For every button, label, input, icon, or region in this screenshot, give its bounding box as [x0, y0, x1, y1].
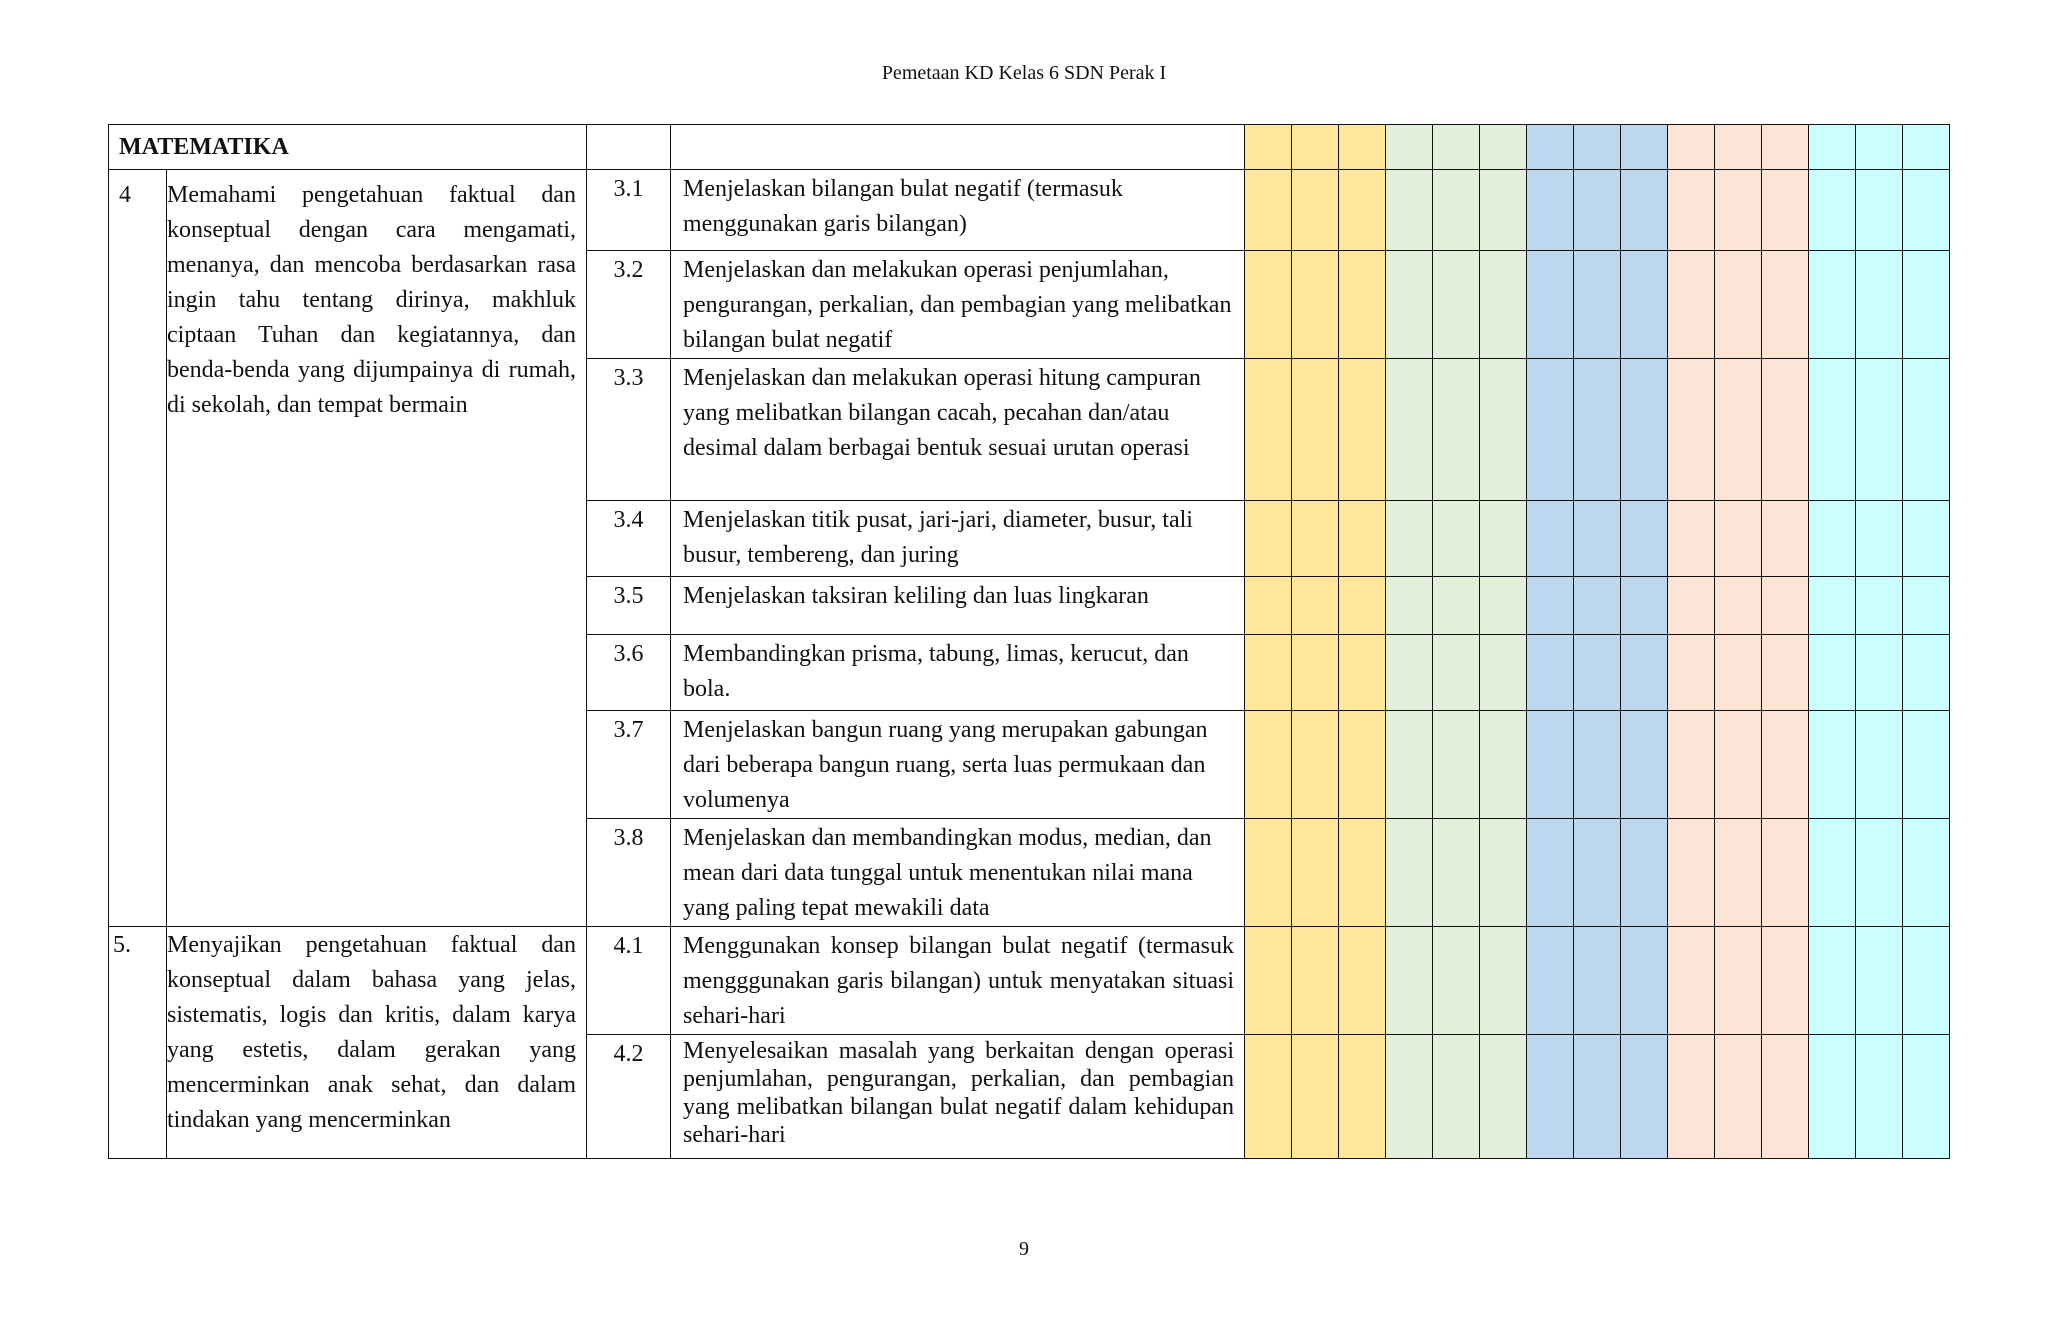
mapping-cell: [1856, 125, 1903, 170]
mapping-cell: [1339, 1035, 1386, 1159]
mapping-cell: [1480, 711, 1527, 819]
mapping-cell: [1762, 501, 1809, 577]
mapping-cell: [1715, 635, 1762, 711]
mapping-cell: [1668, 927, 1715, 1035]
mapping-cell: [1903, 577, 1950, 635]
mapping-cell: [1433, 635, 1480, 711]
mapping-cell: [1245, 359, 1292, 501]
mapping-cell: [1762, 125, 1809, 170]
mapping-cell: [1668, 251, 1715, 359]
mapping-cell: [1245, 927, 1292, 1035]
page-header: Pemetaan KD Kelas 6 SDN Perak I: [881, 62, 1167, 84]
mapping-cell: [1433, 819, 1480, 927]
mapping-cell: [1339, 125, 1386, 170]
mapping-cell: [1339, 359, 1386, 501]
mapping-cell: [1339, 577, 1386, 635]
mapping-cell: [1292, 577, 1339, 635]
mapping-cell: [1386, 819, 1433, 927]
mapping-cell: [1856, 170, 1903, 251]
page-number: 9: [1019, 1238, 1029, 1260]
mapping-cell: [1762, 1035, 1809, 1159]
mapping-cell: [1809, 577, 1856, 635]
mapping-cell: [1339, 927, 1386, 1035]
mapping-cell: [1903, 125, 1950, 170]
mapping-cell: [1668, 711, 1715, 819]
mapping-cell: [1339, 501, 1386, 577]
mapping-cell: [1715, 577, 1762, 635]
kd-description: Menyelesaikan masalah yang berkaitan dengan operasi penjumlahan, pengurangan, perkalian, dan pembagian yang melibatkan bilangan bulat negatif dalam kehidupan sehari-hari: [671, 1035, 1245, 1159]
mapping-cell: [1433, 577, 1480, 635]
mapping-cell: [1621, 501, 1668, 577]
mapping-cell: [1292, 251, 1339, 359]
mapping-cell: [1621, 1035, 1668, 1159]
mapping-cell: [1480, 927, 1527, 1035]
mapping-cell: [1339, 251, 1386, 359]
mapping-cell: [1292, 927, 1339, 1035]
mapping-cell: [1856, 635, 1903, 711]
mapping-cell: [1433, 125, 1480, 170]
mapping-cell: [1856, 819, 1903, 927]
mapping-cell: [1574, 170, 1621, 251]
mapping-cell: [1903, 359, 1950, 501]
mapping-cell: [1480, 170, 1527, 251]
mapping-cell: [1621, 125, 1668, 170]
mapping-cell: [1903, 501, 1950, 577]
mapping-cell: [1527, 711, 1574, 819]
mapping-cell: [1762, 711, 1809, 819]
mapping-cell: [1433, 711, 1480, 819]
kd-number: 3.4: [587, 501, 671, 577]
mapping-cell: [1574, 819, 1621, 927]
mapping-cell: [1715, 359, 1762, 501]
kd-number: 3.7: [587, 711, 671, 819]
kd-description: Menjelaskan taksiran keliling dan luas lingkaran: [671, 577, 1245, 635]
mapping-cell: [1574, 927, 1621, 1035]
ki-description: Memahami pengetahuan faktual dan konseptual dengan cara mengamati, menanya, dan mencoba berdasarkan rasa ingin tahu tentang dirinya, makhluk ciptaan Tuhan dan kegiatannya, dan benda-benda yang dijumpainya di rumah, di sekolah, dan tempat bermain: [167, 170, 587, 927]
kd-description: Menjelaskan dan melakukan operasi penjumlahan, pengurangan, perkalian, dan pembagian yang melibatkan bilangan bulat negatif: [671, 251, 1245, 359]
mapping-cell: [1621, 711, 1668, 819]
mapping-cell: [1339, 170, 1386, 251]
mapping-cell: [1715, 711, 1762, 819]
mapping-cell: [1527, 635, 1574, 711]
mapping-cell: [1809, 501, 1856, 577]
mapping-cell: [1762, 927, 1809, 1035]
kd-number: 3.8: [587, 819, 671, 927]
mapping-cell: [1480, 125, 1527, 170]
mapping-cell: [1245, 170, 1292, 251]
mapping-cell: [1715, 819, 1762, 927]
mapping-cell: [1621, 819, 1668, 927]
mapping-cell: [1715, 927, 1762, 1035]
kd-number: 4.2: [587, 1035, 671, 1159]
mapping-cell: [1668, 635, 1715, 711]
mapping-cell: [1527, 819, 1574, 927]
mapping-cell: [1621, 251, 1668, 359]
mapping-cell: [1433, 501, 1480, 577]
kd-description: Menjelaskan titik pusat, jari-jari, diameter, busur, tali busur, tembereng, dan juring: [671, 501, 1245, 577]
mapping-cell: [1292, 125, 1339, 170]
mapping-cell: [1762, 359, 1809, 501]
mapping-cell: [1668, 359, 1715, 501]
mapping-cell: [1809, 251, 1856, 359]
kd-description: Menjelaskan dan melakukan operasi hitung campuran yang melibatkan bilangan cacah, pecahan dan/atau desimal dalam berbagai bentuk sesuai urutan operasi: [671, 359, 1245, 501]
mapping-cell: [1292, 170, 1339, 251]
mapping-cell: [1621, 927, 1668, 1035]
mapping-cell: [1856, 501, 1903, 577]
mapping-cell: [1480, 501, 1527, 577]
mapping-cell: [1809, 635, 1856, 711]
mapping-cell: [1856, 251, 1903, 359]
kd-number: 3.1: [587, 170, 671, 251]
kd-number: 3.3: [587, 359, 671, 501]
mapping-cell: [1903, 170, 1950, 251]
mapping-cell: [1574, 711, 1621, 819]
mapping-cell: [1292, 359, 1339, 501]
mapping-cell: [1856, 927, 1903, 1035]
mapping-cell: [1574, 577, 1621, 635]
mapping-cell: [1715, 1035, 1762, 1159]
mapping-cell: [1527, 170, 1574, 251]
mapping-cell: [1903, 927, 1950, 1035]
mapping-cell: [1574, 501, 1621, 577]
mapping-cell: [1856, 359, 1903, 501]
mapping-cell: [1762, 577, 1809, 635]
kd-description: Menjelaskan bangun ruang yang merupakan gabungan dari beberapa bangun ruang, serta luas permukaan dan volumenya: [671, 711, 1245, 819]
mapping-cell: [1809, 711, 1856, 819]
mapping-cell: [1339, 819, 1386, 927]
mapping-cell: [1715, 251, 1762, 359]
mapping-cell: [1668, 819, 1715, 927]
mapping-cell: [1480, 359, 1527, 501]
kd-mapping-table: [108, 124, 1950, 1159]
kd-description: Menjelaskan bilangan bulat negatif (termasuk menggunakan garis bilangan): [671, 170, 1245, 251]
mapping-cell: [1903, 819, 1950, 927]
mapping-cell: [1668, 125, 1715, 170]
mapping-cell: [1903, 1035, 1950, 1159]
mapping-cell: [1292, 635, 1339, 711]
mapping-cell: [1245, 577, 1292, 635]
kd-description: Menjelaskan dan membandingkan modus, median, dan mean dari data tunggal untuk menentukan nilai mana yang paling tepat mewakili data: [671, 819, 1245, 927]
mapping-cell: [1715, 170, 1762, 251]
mapping-cell: [1480, 1035, 1527, 1159]
mapping-cell: [1809, 1035, 1856, 1159]
mapping-cell: [1809, 125, 1856, 170]
mapping-cell: [1433, 170, 1480, 251]
mapping-cell: [1574, 251, 1621, 359]
kd-number: 3.5: [587, 577, 671, 635]
mapping-cell: [1621, 577, 1668, 635]
mapping-cell: [1292, 819, 1339, 927]
mapping-cell: [1668, 1035, 1715, 1159]
mapping-cell: [1386, 359, 1433, 501]
mapping-cell: [1574, 635, 1621, 711]
mapping-cell: [1527, 577, 1574, 635]
mapping-cell: [1715, 125, 1762, 170]
mapping-cell: [1668, 170, 1715, 251]
mapping-cell: [1433, 359, 1480, 501]
mapping-cell: [1386, 711, 1433, 819]
mapping-cell: [1527, 1035, 1574, 1159]
subject-title: MATEMATIKA: [109, 125, 587, 170]
subject-row: [109, 125, 1950, 170]
mapping-cell: [1762, 251, 1809, 359]
mapping-cell: [1809, 819, 1856, 927]
mapping-cell: [1621, 170, 1668, 251]
mapping-cell: [1527, 359, 1574, 501]
mapping-cell: [1433, 927, 1480, 1035]
kd-number: 3.6: [587, 635, 671, 711]
mapping-cell: [1715, 501, 1762, 577]
table-row: [109, 170, 1950, 251]
mapping-cell: [1809, 927, 1856, 1035]
mapping-cell: [1668, 501, 1715, 577]
mapping-cell: [1245, 635, 1292, 711]
mapping-cell: [1527, 501, 1574, 577]
mapping-cell: [1386, 1035, 1433, 1159]
mapping-cell: [1574, 359, 1621, 501]
mapping-cell: [1245, 711, 1292, 819]
mapping-cell: [1386, 125, 1433, 170]
mapping-cell: [1480, 819, 1527, 927]
mapping-cell: [1386, 251, 1433, 359]
ki-description: Menyajikan pengetahuan faktual dan konseptual dalam bahasa yang jelas, sistematis, logis dan kritis, dalam karya yang estetis, dalam gerakan yang mencerminkan anak sehat, dan dalam tindakan yang mencerminkan: [167, 927, 587, 1159]
mapping-cell: [1809, 170, 1856, 251]
mapping-cell: [1386, 635, 1433, 711]
mapping-cell: [1245, 819, 1292, 927]
mapping-cell: [1386, 170, 1433, 251]
mapping-cell: [1292, 711, 1339, 819]
mapping-cell: [1903, 251, 1950, 359]
mapping-cell: [1245, 251, 1292, 359]
mapping-cell: [1621, 359, 1668, 501]
mapping-cell: [1527, 251, 1574, 359]
mapping-cell: [1527, 927, 1574, 1035]
mapping-cell: [1574, 1035, 1621, 1159]
mapping-cell: [1292, 501, 1339, 577]
ki-number: 4: [109, 170, 167, 927]
mapping-cell: [1292, 1035, 1339, 1159]
mapping-cell: [1480, 251, 1527, 359]
mapping-cell: [1433, 251, 1480, 359]
mapping-cell: [1856, 1035, 1903, 1159]
table-row: [109, 927, 1950, 1035]
mapping-cell: [1903, 711, 1950, 819]
mapping-cell: [1574, 125, 1621, 170]
mapping-cell: [1762, 819, 1809, 927]
mapping-cell: [1245, 125, 1292, 170]
kd-description: Membandingkan prisma, tabung, limas, kerucut, dan bola.: [671, 635, 1245, 711]
mapping-cell: [1668, 577, 1715, 635]
kd-number: 4.1: [587, 927, 671, 1035]
mapping-cell: [1480, 635, 1527, 711]
mapping-cell: [1527, 125, 1574, 170]
mapping-cell: [1762, 170, 1809, 251]
mapping-cell: [1809, 359, 1856, 501]
mapping-cell: [1856, 577, 1903, 635]
mapping-cell: [1856, 711, 1903, 819]
mapping-cell: [1386, 577, 1433, 635]
mapping-cell: [1386, 501, 1433, 577]
mapping-cell: [1903, 635, 1950, 711]
kd-number: 3.2: [587, 251, 671, 359]
mapping-cell: [1621, 635, 1668, 711]
mapping-cell: [1386, 927, 1433, 1035]
kd-description: Menggunakan konsep bilangan bulat negatif (termasuk mengggunakan garis bilangan) untuk menyatakan situasi sehari-hari: [671, 927, 1245, 1035]
mapping-cell: [1339, 635, 1386, 711]
mapping-cell: [1339, 711, 1386, 819]
mapping-cell: [1433, 1035, 1480, 1159]
mapping-cell: [1480, 577, 1527, 635]
ki-number: 5.: [109, 927, 167, 1159]
mapping-cell: [1762, 635, 1809, 711]
mapping-cell: [1245, 501, 1292, 577]
mapping-cell: [1245, 1035, 1292, 1159]
